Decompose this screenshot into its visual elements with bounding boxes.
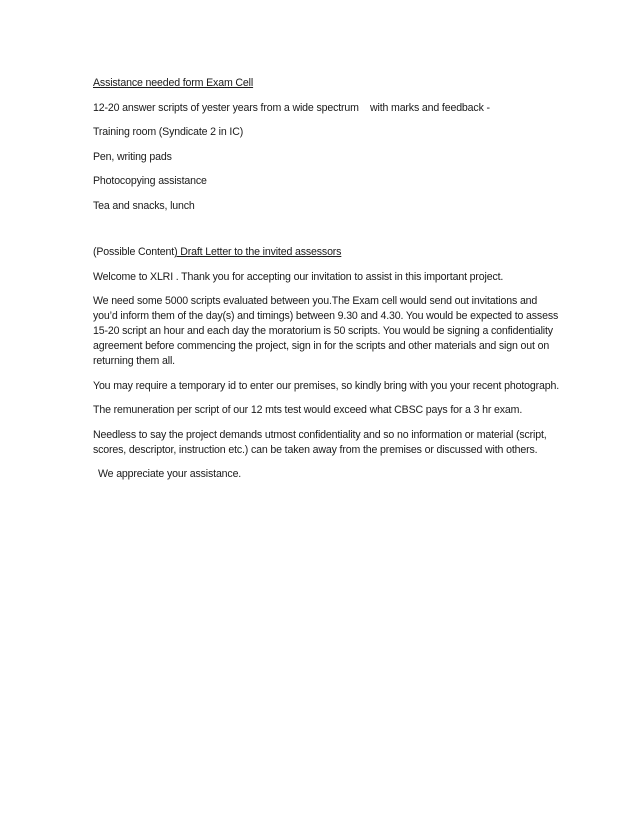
- document-body: [93, 76, 563, 492]
- list-item: 12-20 answer scripts of yester years from a wide spectrum with marks and feedback -: [93, 101, 490, 114]
- heading-prefix: (Possible Content: [93, 246, 175, 258]
- letter-paragraph: Welcome to XLRI . Thank you for accepting our invitation to assist in this important project.: [93, 270, 504, 283]
- list-item: Training room (Syndicate 2 in IC): [93, 126, 244, 138]
- section-heading-draft-letter: [93, 245, 563, 260]
- heading-underlined: ) Draft Letter to the invited assessors: [174, 246, 342, 258]
- section-heading-exam-cell: Assistance needed form Exam Cell: [93, 77, 254, 89]
- letter-paragraph: We need some 5000 scripts evaluated between you.The Exam cell would send out invitations and you’d inform them of the day(s) and timings) between 9.30 and 4.30. You would be expected to assess 15-20 script an hour and each day the moratorium is 50 scripts. You would be signing a confidentiality agreement before commencing the project, sign in for the scripts and other materials and sign out on returning them all.: [93, 295, 559, 367]
- section-spacer: [93, 223, 563, 245]
- letter-closing: We appreciate your assistance.: [98, 468, 242, 480]
- letter-paragraph: The remuneration per script of our 12 mts test would exceed what CBSC pays for a 3 hr exam.: [93, 404, 523, 416]
- list-item: Tea and snacks, lunch: [93, 199, 195, 212]
- letter-paragraph: You may require a temporary id to enter our premises, so kindly bring with you your recent photograph.: [93, 379, 559, 392]
- letter-paragraph: Needless to say the project demands utmost confidentiality and so no information or material (script, scores, descriptor, instruction etc.) can be taken away from the premises or discussed with others.: [93, 428, 547, 456]
- list-item: Photocopying assistance: [93, 175, 207, 187]
- list-item: Pen, writing pads: [93, 150, 172, 163]
